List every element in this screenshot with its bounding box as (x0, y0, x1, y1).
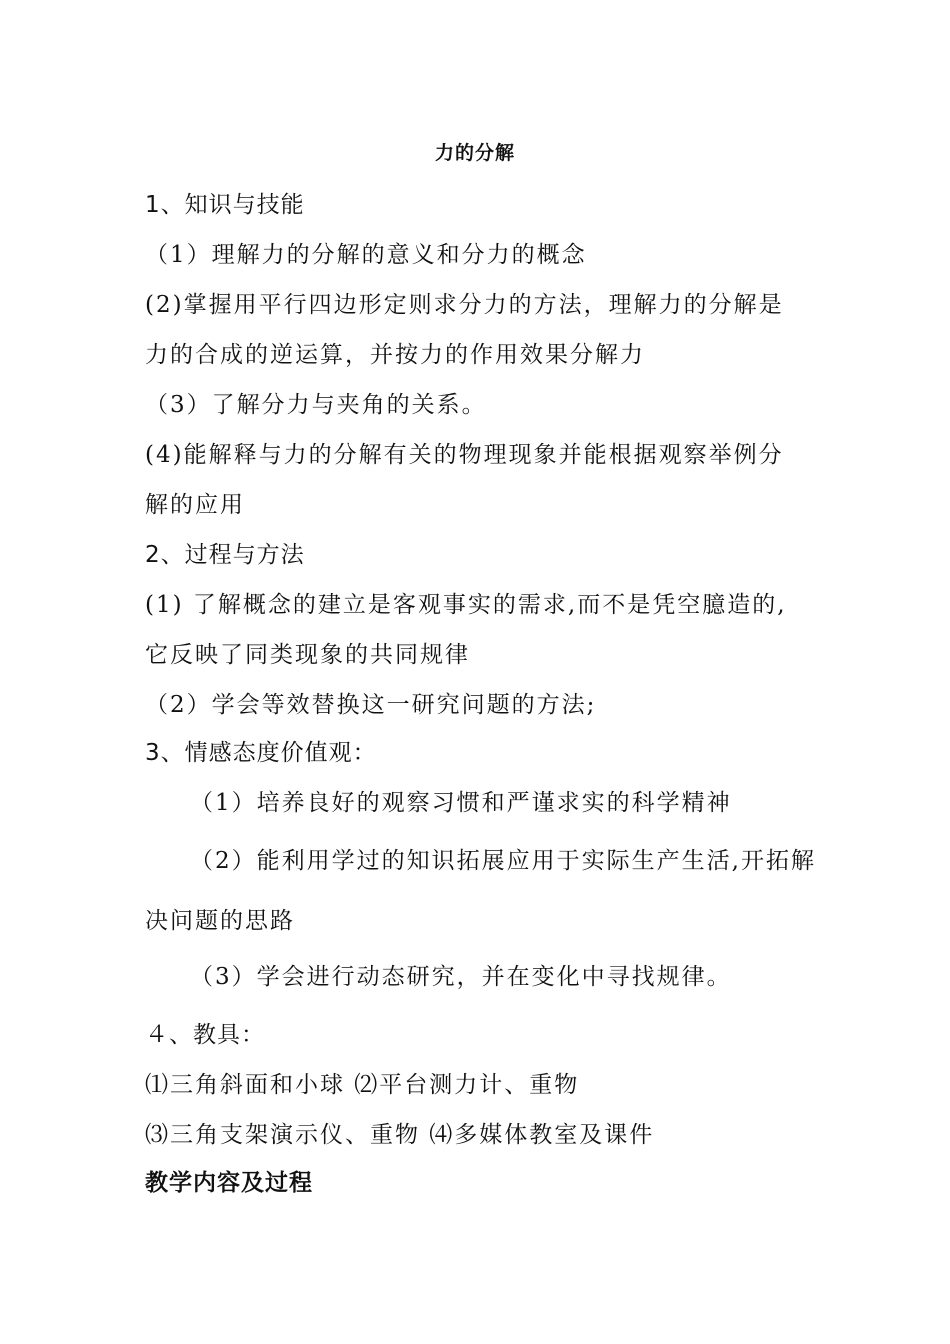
paragraph-line: 解的应用 (145, 492, 245, 518)
section-heading-teaching-process: 教学内容及过程 (145, 1170, 313, 1196)
paragraph-line: (2)掌握用平行四边形定则求分力的方法，理解力的分解是 (145, 292, 784, 318)
paragraph-line: ⑶三角支架演示仪、重物 ⑷多媒体教室及课件 (145, 1122, 655, 1148)
paragraph-line: (4)能解释与力的分解有关的物理现象并能根据观察举例分 (145, 442, 784, 468)
paragraph-line: （3）学会进行动态研究，并在变化中寻找规律。 (190, 964, 732, 990)
paragraph-line: （3）了解分力与夹角的关系。 (145, 392, 487, 418)
section-heading-attitudes-values: 3、情感态度价值观： (145, 740, 377, 766)
section-heading-process-methods: 2、过程与方法 (145, 542, 305, 568)
paragraph-line: (1) 了解概念的建立是客观事实的需求,而不是凭空臆造的, (145, 592, 787, 618)
paragraph-line: （1）培养良好的观察习惯和严谨求实的科学精神 (190, 790, 732, 816)
paragraph-line: （2）能利用学过的知识拓展应用于实际生产生活,开拓解 (190, 848, 816, 874)
section-heading-knowledge-skills: 1、知识与技能 (145, 192, 305, 218)
section-heading-teaching-aids: ４、教具： (145, 1022, 265, 1048)
paragraph-line: （1）理解力的分解的意义和分力的概念 (145, 242, 587, 268)
paragraph-line: （2）学会等效替换这一研究问题的方法; (145, 692, 597, 718)
paragraph-line: 决问题的思路 (145, 908, 295, 934)
document-title: 力的分解 (434, 142, 515, 164)
paragraph-line: ⑴三角斜面和小球 ⑵平台测力计、重物 (145, 1072, 580, 1098)
paragraph-line: 它反映了同类现象的共同规律 (145, 642, 470, 668)
paragraph-line: 力的合成的逆运算，并按力的作用效果分解力 (145, 342, 645, 368)
